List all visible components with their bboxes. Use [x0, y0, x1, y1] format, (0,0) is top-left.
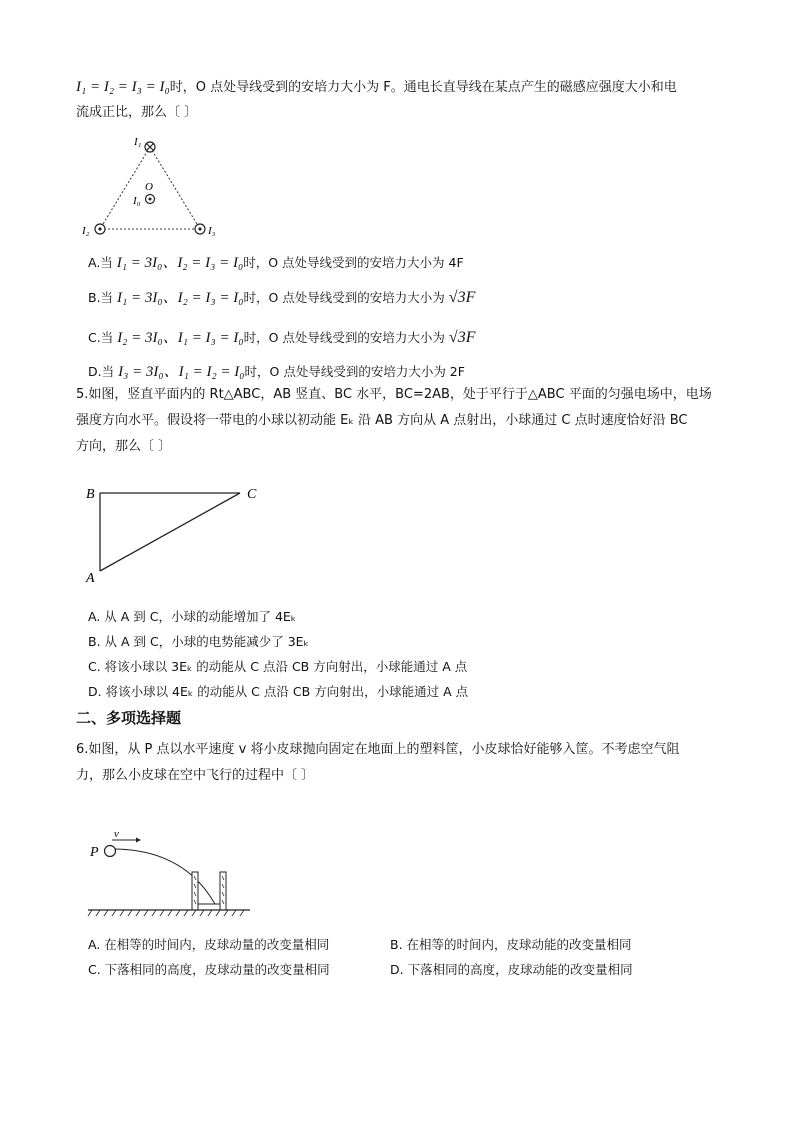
q6-projectile-figure	[84, 800, 254, 920]
q5-side-AC	[100, 493, 240, 571]
q6-label-P: P	[90, 845, 99, 860]
q4-stem-line2: 流成正比，那么〔 〕	[76, 105, 198, 120]
q5-label-B: B	[86, 487, 95, 502]
q6-option-c: C. 下落相同的高度，皮球动量的改变量相同	[88, 962, 330, 977]
q4-triangle-right-side	[150, 147, 200, 229]
q6-option-b: B. 在相等的时间内，皮球动能的改变量相同	[390, 937, 632, 952]
q6-label-v: v	[114, 828, 119, 840]
q5-label-C: C	[247, 487, 257, 502]
q4-stem-math: I₁ = I₂ = I₃ = I₀	[76, 79, 170, 95]
q6-velocity-arrowhead	[136, 838, 141, 843]
q4-stem-line1	[76, 77, 677, 98]
q4-wire-I2-out-of-page	[95, 224, 105, 234]
q4-label-I1: I₁	[134, 136, 142, 148]
q6-ball	[105, 846, 116, 857]
section-multiple-choice-heading: 二、多项选择题	[76, 709, 182, 727]
q4-option-c: C.当 I₂ = 3I₀、I₁ = I₃ = I₀时，O 点处导线受到的安培力大小为 √3F	[88, 329, 476, 346]
q4-triangle-figure	[80, 133, 220, 241]
q6-basket	[192, 872, 226, 910]
q5-stem-line1: 5.如图，竖直平面内的 Rt△ABC，AB 竖直、BC 水平，BC=2AB，处于平行于△ABC 平面的匀强电场中，电场	[76, 387, 712, 402]
q5-option-b: B. 从 A 到 C，小球的电势能减少了 3Eₖ	[88, 634, 309, 649]
q4-wire-I1-into-page	[145, 142, 155, 152]
q4-wire-I0-out-of-page	[146, 195, 155, 204]
q5-option-a: A. 从 A 到 C，小球的动能增加了 4Eₖ	[88, 609, 297, 624]
q5-option-d: D. 将该小球以 4Eₖ 的动能从 C 点沿 CB 方向射出，小球能通过 A 点	[88, 684, 469, 699]
q5-stem-line3: 方向，那么〔 〕	[76, 439, 172, 454]
q6-ground-hatching	[88, 910, 244, 916]
q4-wire-I3-out-of-page	[195, 224, 205, 234]
q6-stem-line1: 6.如图，从 P 点以水平速度 v 将小皮球抛向固定在地面上的塑料筐，小皮球恰好能够入筐。不考虑空气阻	[76, 742, 680, 757]
q6-stem-line2: 力，那么小皮球在空中飞行的过程中〔 〕	[76, 768, 315, 783]
q4-option-b: B.当 I₁ = 3I₀、I₂ = I₃ = I₀时，O 点处导线受到的安培力大小为 √3F	[88, 289, 476, 306]
q5-option-c: C. 将该小球以 3Eₖ 的动能从 C 点沿 CB 方向射出，小球能通过 A 点	[88, 659, 468, 674]
q4-triangle-left-side	[100, 147, 150, 229]
q5-label-A: A	[86, 571, 95, 586]
q4-label-I2: I₂	[82, 225, 90, 237]
q6-option-d: D. 下落相同的高度，皮球动能的改变量相同	[390, 962, 633, 977]
q5-triangle-figure	[80, 478, 280, 590]
q4-stem-text: 时，O 点处导线受到的安培力大小为 F。通电长直导线在某点产生的磁感应强度大小和电	[169, 80, 677, 95]
q4-option-d: D.当 I₃ = 3I₀、I₁ = I₂ = I₀时，O 点处导线受到的安培力大小为 2F	[88, 364, 465, 380]
q4-label-I3: I₃	[208, 225, 216, 237]
q4-label-I0: I₀	[133, 195, 141, 207]
q4-label-O: O	[145, 181, 153, 193]
q4-option-a: A.当 I₁ = 3I₀、I₂ = I₃ = I₀时，O 点处导线受到的安培力大小为 4F	[88, 255, 464, 271]
q6-trajectory	[115, 849, 215, 904]
q5-stem-line2: 强度方向水平。假设将一带电的小球以初动能 Eₖ 沿 AB 方向从 A 点射出，小球通过 C 点时速度恰好沿 BC	[76, 413, 688, 428]
q6-option-a: A. 在相等的时间内，皮球动量的改变量相同	[88, 937, 330, 952]
